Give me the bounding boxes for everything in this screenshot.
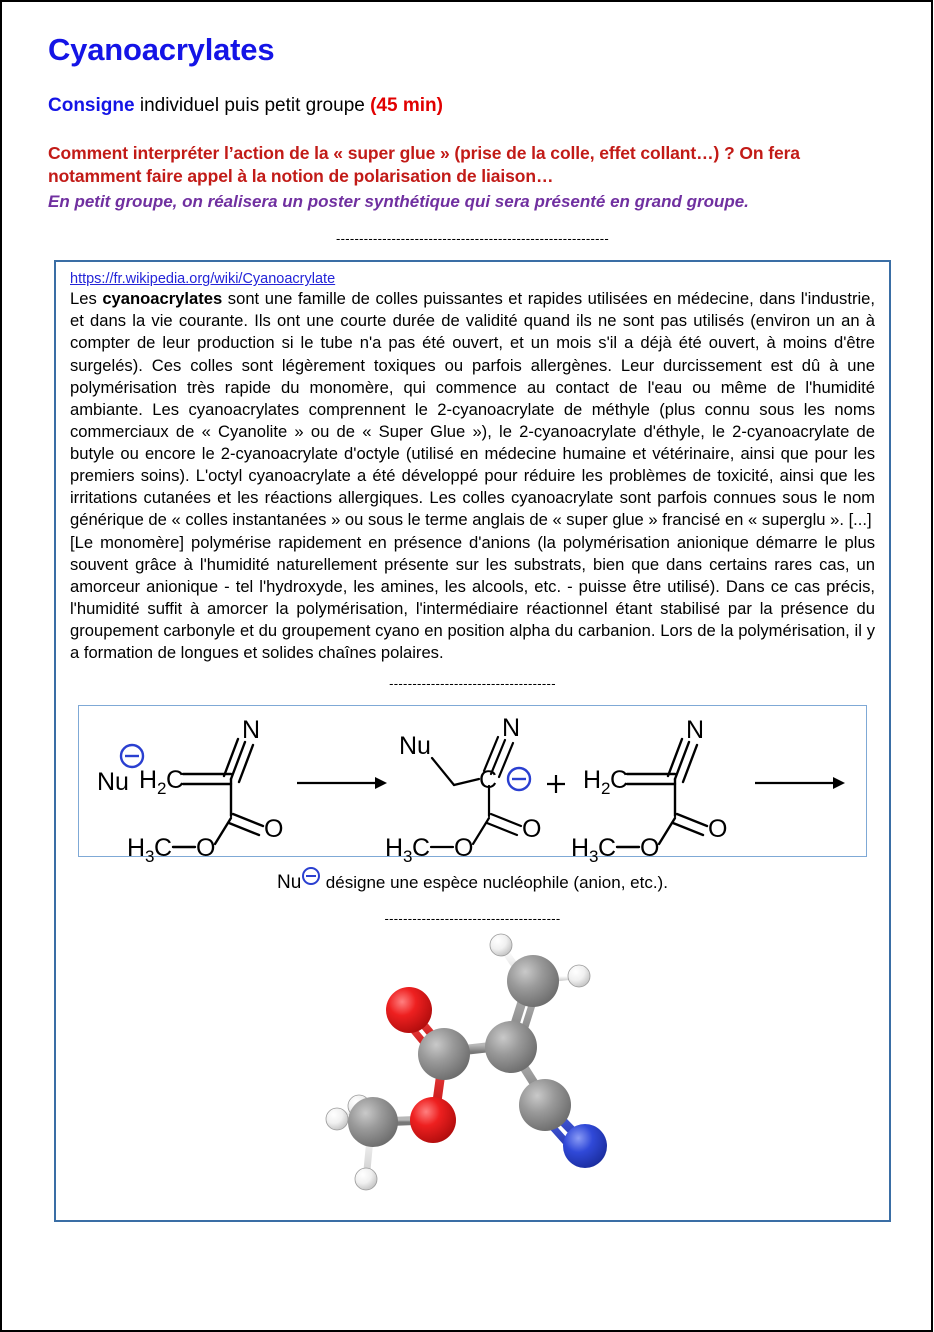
nitrogen-label-1: N <box>242 716 261 745</box>
paragraph1-pre: Les <box>70 289 103 309</box>
svg-text:2: 2 <box>601 779 611 799</box>
reaction-scheme-box <box>78 705 867 867</box>
reaction-scheme-svg <box>79 706 934 867</box>
source-content-box <box>54 260 891 1222</box>
separator-top: ----------------------------------------------------------- <box>335 231 610 247</box>
page-title: Cyanoacrylates <box>48 32 275 67</box>
negative-charge-2 <box>508 768 530 790</box>
reaction-arrow-2 <box>755 777 845 789</box>
svg-text:C: C <box>412 834 431 863</box>
hydrogen-atom <box>568 965 590 987</box>
page-inner <box>2 2 931 1222</box>
methyl-cyanoacrylate-3d-model <box>323 930 623 1206</box>
carbon-atom <box>485 1021 537 1073</box>
svg-text:3: 3 <box>589 847 599 867</box>
article-paragraph-1 <box>70 288 875 532</box>
oxygen-label-3: O <box>708 815 728 844</box>
carbon-atom <box>348 1097 398 1147</box>
consigne-mode: individuel puis petit groupe <box>134 95 371 116</box>
svg-text:3: 3 <box>403 847 413 867</box>
consigne-line <box>48 95 903 118</box>
nu-anion-inline <box>277 869 321 893</box>
separator-mid: ------------------------------------ <box>389 676 556 692</box>
ester-oxygen-3: O <box>640 834 660 863</box>
svg-text:C: C <box>598 834 617 863</box>
paragraph1-keyword: cyanoacrylates <box>102 289 223 309</box>
carbon-atom <box>418 1028 470 1080</box>
paragraph1-post: sont une famille de colles puissantes et rapides utilisées en médecine, dans l'industrie, et dans la vie courante. Ils ont une courte durée de validité quand ils ne sont pas utilisés (environ un an à compter de leur production si le tube n'a pas été ouvert, et un mois s'il a déjà été ouvert, à moins d'être surgelés). Ces colles sont légèrement toxiques ou parfois allergènes. Leur durcissement est dû à une polymérisation très rapide du monomère, qui commence au contact de l'eau ou même de l'humidité ambiante. Les cyanoacrylates comprennent le 2-cyanoacrylate de méthyle (plus connu sous les noms commerciaux de « Cyanolite » ou de « Super Glue »), le 2-cyanoacrylate d'éthyle, le 2-cyanoacrylate de butyle ou encore le 2-cyanoacrylate d'octyle (utilisé en médecine humaine et vétérinaire, ainsi que pour les premiers soins). L'octyl cyanoacrylate a été développé pour réduire les problèmes de toxicité, ainsi que les irritations cutanées et les réactions allergiques. Les colles cyanoacrylate sont parfois connues sous le nom générique de « colles instantanées » ou sous le terme anglais de « super glue » francisé en « superglu ». [...] <box>70 289 875 530</box>
hydrogen-atom <box>490 934 512 956</box>
group-note-text: En petit groupe, on réalisera un poster synthétique qui sera présenté en grand groupe. <box>48 191 749 211</box>
svg-text:C: C <box>610 766 629 795</box>
hydrogen-atom <box>326 1108 348 1130</box>
negative-charge-1 <box>121 745 143 767</box>
question-text: Comment interpréter l’action de la « super glue » (prise de la colle, effet collant…) ? On fera notamment faire appel à la notion de polarisation de liaison… <box>48 142 800 186</box>
nu-label-2: Nu <box>399 732 431 761</box>
article-paragraph-2: [Le monomère] polymérise rapidement en présence d'anions (la polymérisation anionique démarre le plus souvent grâce à l'humidité naturellement présente sur les substrats, bien que dans certains rares cas, un amorceur anionique - tel l'hydroxyde, les amines, les alcools, etc. - puisse être utilisé). Dans ce cas précis, l'humidité suffit à amorcer la polymérisation, l'intermédiaire réactionnel étant stabilisé par la présence du groupement carbonyle et du groupement cyano en position alpha du carbanion. Lors de la polymérisation, il y a formation de longues et solides chaînes polaires. <box>70 532 875 663</box>
svg-text:Nu: Nu <box>277 872 302 894</box>
wikipedia-link[interactable]: https://fr.wikipedia.org/wiki/Cyanoacrylate <box>70 271 336 288</box>
h3c-label-1: H <box>127 834 146 863</box>
h2c-label-2: H <box>583 766 602 795</box>
carbon-atom <box>519 1079 571 1131</box>
carbon-atom <box>507 955 559 1007</box>
ester-oxygen-1: O <box>196 834 216 863</box>
nitrogen-label-3: N <box>686 716 705 745</box>
svg-text:C: C <box>166 766 185 795</box>
nitrogen-label-2: N <box>502 714 521 743</box>
svg-text:C: C <box>154 834 173 863</box>
h3c-label-3: H <box>571 834 590 863</box>
reaction-arrow-1 <box>297 777 387 789</box>
reaction-caption <box>70 869 875 893</box>
oxygen-label-1: O <box>264 815 284 844</box>
molecule-figure <box>70 930 875 1206</box>
separator-bottom: -------------------------------------- <box>384 911 561 927</box>
consigne-label: Consigne <box>48 95 135 116</box>
h2c-label-1: H <box>139 766 158 795</box>
plus-sign <box>547 775 565 793</box>
nitrogen-atom <box>563 1124 607 1168</box>
ester-oxygen-2: O <box>454 834 474 863</box>
carbanion-label: C <box>479 766 498 795</box>
h3c-label-2: H <box>385 834 404 863</box>
oxygen-atom <box>410 1097 456 1143</box>
svg-text:2: 2 <box>157 779 167 799</box>
oxygen-atom <box>386 987 432 1033</box>
consigne-duration: (45 min) <box>370 95 443 116</box>
caption-text: désigne une espèce nucléophile (anion, etc.). <box>325 873 668 893</box>
hydrogen-atom <box>355 1168 377 1190</box>
svg-text:3: 3 <box>145 847 155 867</box>
nu-label-1: Nu <box>97 768 129 797</box>
oxygen-label-2: O <box>522 815 542 844</box>
